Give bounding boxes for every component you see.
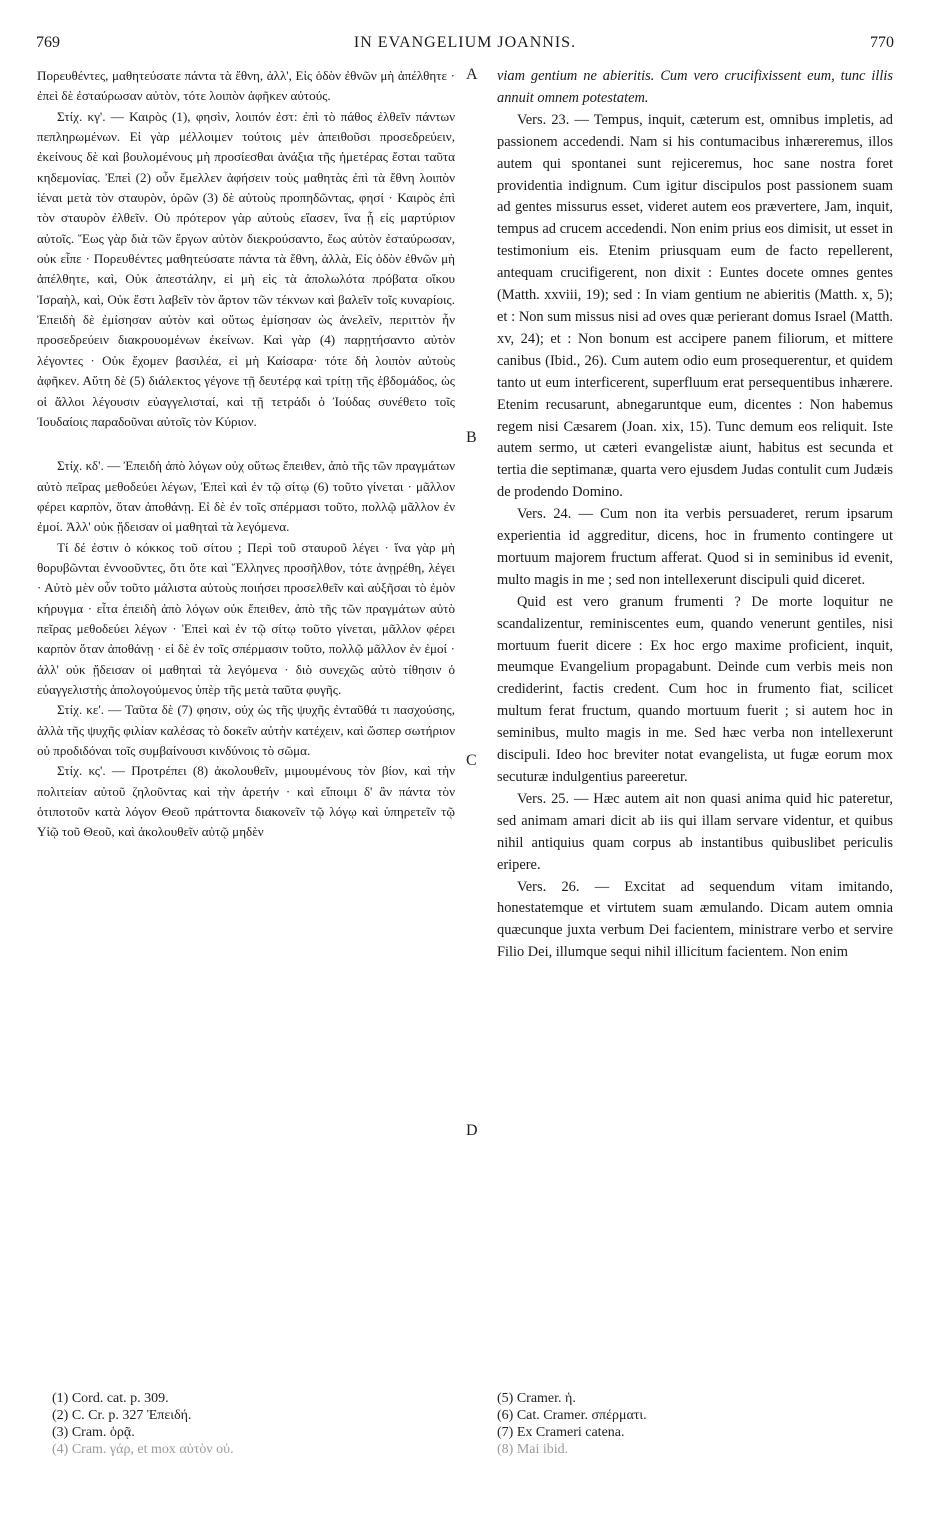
page-number-right: 770	[870, 34, 894, 51]
footnote: (3) Cram. ὁρᾷ.	[52, 1425, 135, 1440]
running-header	[36, 34, 894, 58]
greek-paragraph: Στίχ. κς'. — Προτρέπει (8) ἀκολουθεῖν, μιμουμένους τὸν βίον, καὶ τὴν πολιτείαν αὐτοῦ ζηλοῦντας καὶ τὴν ἀρετήν · καὶ εἴποιμι δ' ἂν πάντα τὸν ὁτιποτοῦν κατὰ λόγον Θεοῦ πράττοντα διακονεῖν τῷ λόγῳ καὶ ὑπηρετεῖν τῷ Υἱῷ τοῦ Θεοῦ, καὶ ἀκολουθεῖν αὐτῷ μηδὲν	[37, 763, 455, 840]
greek-column	[37, 66, 455, 843]
greek-paragraph: Στίχ. κδ'. — Ἐπειδὴ ἀπὸ λόγων οὐχ οὕτως ἔπειθεν, ἀπὸ τῆς τῶν πραγμάτων αὐτὸ πεῖρας μεθοδεύει λέγων, Ἐπεὶ καὶ ἐν τῷ σίτῳ (6) τοῦτο γίνεται · μᾶλλον φέρει καρπὸν, ὅταν ἀποθάνῃ. Εἰ δὲ ἐν τοῖς σπέρμασι τοῦτο, πολλῷ μᾶλλον ἐν ἐμοί. Ἀλλ' οὐκ ᾔδεισαν οἱ μαθηταὶ τὰ λεγόμενα.	[37, 458, 455, 535]
footnote: (7) Ex Crameri catena.	[497, 1425, 625, 1440]
section-marker-b: B	[466, 429, 477, 446]
section-marker-d: D	[466, 1122, 478, 1139]
greek-paragraph: Πορευθέντες, μαθητεύσατε πάντα τὰ ἔθνη, ἀλλ', Εἰς ὁδὸν ἐθνῶν μὴ ἀπέλθητε · ἐπεὶ δὲ ἐσταύρωσαν αὐτὸν, τότε λοιπὸν ἀφῆκεν αὐτούς.	[37, 68, 455, 104]
latin-paragraph: viam gentium ne abieritis. Cum vero crucifixissent eum, tunc illis annuit omnem potestatem.	[497, 68, 893, 106]
footnote: (4) Cram. γάρ, et mox αὐτὸν οὐ.	[52, 1442, 234, 1457]
section-marker-a: A	[466, 66, 478, 83]
footnote: (6) Cat. Cramer. σπέρματι.	[497, 1408, 647, 1423]
section-marker-c: C	[466, 752, 477, 769]
running-title: IN EVANGELIUM JOANNIS.	[353, 34, 577, 51]
footnote: (8) Mai ibid.	[497, 1442, 569, 1457]
latin-paragraph: Quid est vero granum frumenti ? De morte loquitur ne scandalizentur, reminiscentes eum, quando venerunt gentiles, nisi mortuum fuerit dicere : Ex hoc ergo maxime proficient, inquit, meumque Evangelium propagabunt. Deinde cum verbis meis non crediderint, factis credent. Cum hoc in frumento fiat, scilicet multum ferat fructum, quando mortuum fuerit ; si autem hoc in seminibus, multo magis in me. Sed hæc verba non intellexerunt discipuli. Ideo hoc breviter notat evangelista, ut fugæ eorum mox secuturæ indulgentius pareeretur.	[497, 593, 893, 785]
footnote: (2) C. Cr. p. 327 Ἐπειδή.	[52, 1408, 192, 1423]
greek-paragraph: Στίχ. κε'. — Ταῦτα δὲ (7) φησιν, οὐχ ὡς τῆς ψυχῆς ἐνταῦθά τι πασχούσης, ἀλλὰ τῆς ψυχῆς φιλίαν καλέσας τὸ δοκεῖν αὐτὴν κατέχειν, καὶ ὥσπερ σωτήριον οὐ προδιδόναι τοῖς συμβαίνουσι κινδύνοις τὸ σῶμα.	[37, 702, 455, 758]
latin-paragraph: Vers. 25. — Hæc autem ait non quasi anima quid hic pateretur, sed animam amari dicit ab iis qui illam servare videntur, et quibus nihil antiquius quam corpus ab instantibus quibuslibet periculis eripere.	[497, 790, 893, 873]
latin-column	[497, 66, 893, 964]
footnotes-right	[497, 1390, 877, 1458]
latin-paragraph: Vers. 23. — Tempus, inquit, cæterum est, omnibus impletis, ad passionem accedendi. Nam si his contumacibus inhæreremus, illos autem qui spontanei sunt rejiceremus, hoc sane nostra foret providentia indignum. Cum igitur discipulos post passionem suam ad gentes missurus esset, videret autem eos prævertere, Jam, inquit, tempus ad crucem accedendi. Non enim prius eos dimisit, ut esset in testimonium eis. Etenim priusquam eum de facto repellerent, antequam crucifigerent, non dixit : Euntes docete omnes gentes (Matth. xxviii, 19); sed : In viam gentium ne abieritis (Matth. x, 5); et : Non sum missus nisi ad oves quæ perierant domus Israel (Matth. xv, 24); et : Non bonum est accipere panem filiorum, et mittere canibus (Ibid., 26). Cum autem odio eum prosequerentur, et quidem tanto ut eum interficerent, superfluum erat persequentibus inhærere. Etenim recusarunt, abnegaruntque eum, dicentes : Non habemus regem nisi Cæsarem (Joan. xix, 15). Tunc demum eos reliquit. Iste autem sermo, ut cæteri evangelistæ aiunt, habitus est secunda et tertia die septimanæ, quarta vero ejusdem Judas contulit cum Judæis de prodendo Domino.	[497, 111, 893, 501]
latin-paragraph: Vers. 26. — Excitat ad sequendum vitam imitando, honestatemque et virtutem suam æmulando. Dicam autem omnia quæcunque juxta verbum Dei facientem, ministrare verbo et servire Filio Dei, illumque sequi nihil illicitum facientem. Non enim	[497, 878, 893, 961]
latin-paragraph: Vers. 24. — Cum non ita verbis persuaderet, rerum ipsarum experientia id aggreditur, dicens, hoc in frumento contingere ut mortuum majorem fructum afferat. Quod si in seminibus id evenit, multo magis in me ; sed non intellexerunt discipuli quid diceret.	[497, 506, 893, 588]
footnote: (5) Cramer. ἡ.	[497, 1391, 576, 1406]
greek-paragraph: Στίχ. κγ'. — Καιρὸς (1), φησὶν, λοιπόν ἐστ: ἐπὶ τὸ πάθος ἐλθεῖν πάντων πεπληρωμένων. Εἰ γὰρ μέλλοιμεν τούτοις μὲν ἀπειθοῦσι προσεδρεύειν, ἐκείνους δὲ καὶ βουλομένους μὴ προσίεσθαι ἀνάξια τῆς ἡμετέρας ἔσται ταῦτα κηδεμονίας. Ἐπεὶ (2) οὖν ἔμελλεν ἀφήσειν τοὺς μαθητὰς ἐπὶ τὰ ἔθνη λοιπὸν ἰέναι μετὰ τὸν σταυρὸν, ὁρῶν (3) δὲ αὐτοὺς προπηδῶντας, φησί · Καιρὸς ἐπὶ τὸν σταυρὸν ἐλθεῖν. Οὐ πρότερον γὰρ αὐτοὺς εἴασεν, ἵνα ᾖ εἰς μαρτύριον αὐτοῖς. Ἕως γὰρ διὰ τῶν ἔργων αὐτὸν διεκρούσαντο, ἕως αὐτὸν ἐσταύρωσαν, οὐκ εἶπε · Πορευθέντες μαθητεύσατε πάντα τὰ ἔθνη, ἀλλὰ, Εἰς ὁδὸν ἐθνῶν μὴ ἀπέλθητε, καὶ, Οὐκ ἀπεστάλην, εἰ μὴ εἰς τὰ ἀπολωλότα πρόβατα οἴκου Ἰσραὴλ, καὶ, Οὐκ ἔστι λαβεῖν τὸν ἄρτον τῶν τέκνων καὶ βαλεῖν τοῖς κυναρίοις. Ἐπειδὴ δὲ ἐμίσησαν αὐτὸν καὶ οὕτως ἐμίσησαν ὡς ἀνελεῖν, περιττὸν ἦν προσεδρεύειν διακρουομένων ἐκείνων. Καὶ γὰρ (4) παρῃτήσαντο αὐτὸν λέγοντες · Οὐκ ἔχομεν βασιλέα, εἰ μὴ Καίσαρα· τότε δὴ λοιπὸν αὐτοὺς ἀφῆκεν. Αὕτη δὲ (5) διάλεκτος γέγονε τῇ δευτέρᾳ καὶ τρίτῃ τῆς ἑβδομάδος, ὡς οἱ ἄλλοι λέγουσιν εὐαγγελισταί, καὶ τῇ τετράδι ὁ Ἰούδας συνέθετο τοῖς Ἰουδαίοις παραδοῦναι αὐτοῖς τὸν Κύριον.	[37, 108, 455, 429]
greek-paragraph: Τί δέ ἐστιν ὁ κόκκος τοῦ σίτου ; Περὶ τοῦ σταυροῦ λέγει · ἵνα γὰρ μὴ θορυβῶνται ἐννοοῦντες, ὅτι ὅτε καὶ Ἕλληνες προσῆλθον, τότε ἀνῃρέθη, λέγει · Αὐτὸ μὲν οὖν τοῦτο μάλιστα αὐτοὺς ποιήσει προσελθεῖν καὶ αὐξῆσαι τὸ ἐμὸν κήρυγμα · εἶτα ἐπειδὴ ἀπὸ λόγων οὐκ ἔπειθεν, ἀπὸ τῆς τῶν πραγμάτων αὐτὸ πεῖρας μεθοδεύει λέγων · Ἐπεὶ καὶ ἐν τῷ σίτῳ τοῦτο γίνεται, μᾶλλον φέρει καρπὸν ὅταν ἀποθάνῃ · εἰ δὲ ἐν τοῖς σπέρμασιν τοῦτο, πολλῷ μᾶλλον ἐν ἐμοί · ἀλλ' οὐκ ᾔδεισαν οἱ μαθηταὶ τὰ λεγόμενα · διὸ συνεχῶς αὐτὸ τίθησιν ὁ εὐαγγελιστὴς ἀπολογούμενος ὑπὲρ τῆς μετὰ ταῦτα φυγῆς.	[37, 539, 455, 697]
page-number-left: 769	[36, 34, 60, 51]
footnote: (1) Cord. cat. p. 309.	[52, 1391, 169, 1406]
footnotes-left	[52, 1390, 432, 1458]
